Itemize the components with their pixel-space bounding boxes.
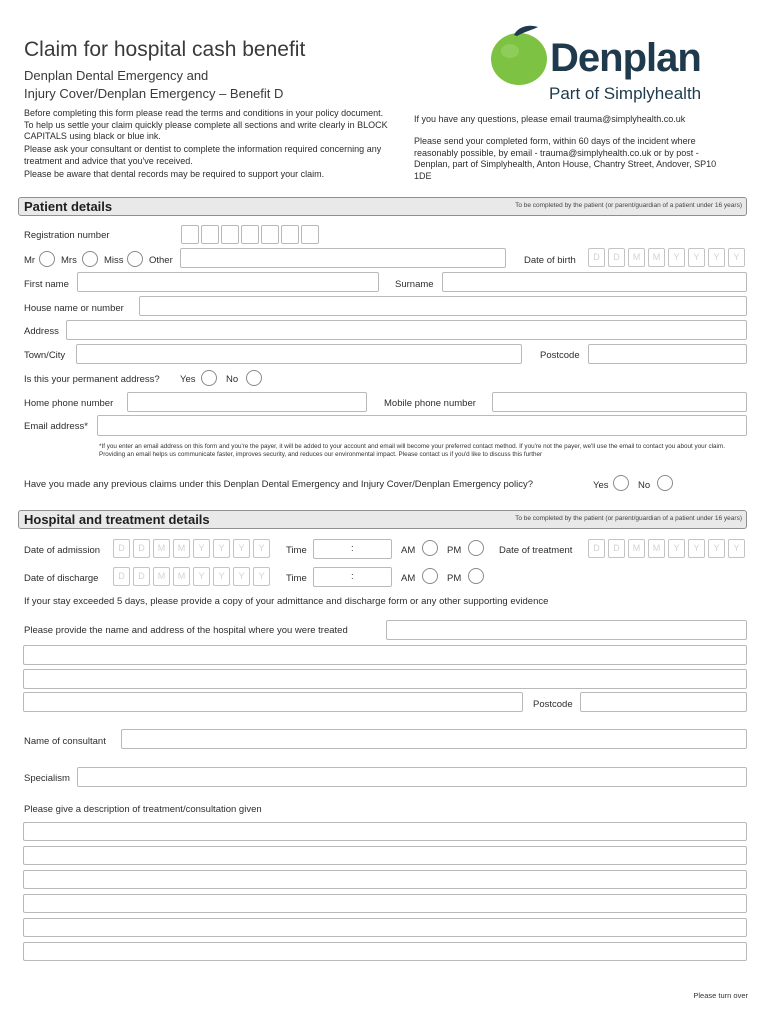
hospital-name-input[interactable]: [386, 620, 747, 640]
admission-date-cell[interactable]: Y: [213, 539, 230, 558]
dob-cell[interactable]: M: [648, 248, 665, 267]
treatment-date-cell[interactable]: D: [588, 539, 605, 558]
stay-note: If your stay exceeded 5 days, please provide a copy of your admittance and discharge form or any other supporting evidence: [24, 596, 549, 607]
permanent-no-radio[interactable]: [246, 370, 262, 386]
treatment-date-cell[interactable]: Y: [728, 539, 745, 558]
dob-label: Date of birth: [524, 255, 576, 266]
previous-no-radio[interactable]: [657, 475, 673, 491]
description-line-3[interactable]: [23, 870, 747, 889]
admission-am-label: AM: [401, 545, 416, 556]
patient-section-note: To be completed by the patient (or parent/guardian of a patient under 16 years): [515, 202, 742, 209]
turn-over-note: Please turn over: [693, 991, 748, 1000]
treatment-date-cell[interactable]: Y: [688, 539, 705, 558]
hospital-address-line-3[interactable]: [23, 692, 523, 712]
hospital-section-note: To be completed by the patient (or parent/guardian of a patient under 16 years): [515, 515, 742, 522]
address-label: Address: [24, 326, 59, 337]
email-note: *If you enter an email address on this form and you're the payer, it will be added to your account and email will become your preferred contact method. If you're not the payer, we'll use the email to contact you about your claim. Providing an email helps us communicate faster, improves security, and reduces our environmental impact. Please contact us if you'd like to discuss this further: [99, 443, 725, 459]
registration-digit[interactable]: [281, 225, 299, 244]
previous-yes-radio[interactable]: [613, 475, 629, 491]
admission-pm-radio[interactable]: [468, 540, 484, 556]
town-input[interactable]: [76, 344, 522, 364]
admission-date-cell[interactable]: M: [173, 539, 190, 558]
discharge-am-radio[interactable]: [422, 568, 438, 584]
admission-pm-label: PM: [447, 545, 462, 556]
contact-questions: If you have any questions, please email trauma@simplyhealth.co.uk: [414, 114, 686, 124]
registration-label: Registration number: [24, 230, 110, 241]
patient-section-header: [18, 197, 747, 216]
patient-section-title: Patient details: [24, 199, 113, 214]
intro-instructions: Before completing this form please read the terms and conditions in your policy document. To help us settle your claim quickly please complete all sections and write clearly in BLOCK CAPITALS using black or blue ink.: [24, 108, 388, 141]
description-line-4[interactable]: [23, 894, 747, 913]
admission-date-cell[interactable]: D: [113, 539, 130, 558]
description-line-6[interactable]: [23, 942, 747, 961]
logo-tagline: Part of Simplyhealth: [549, 84, 702, 103]
time-separator: :: [351, 571, 354, 582]
treatment-date-cell[interactable]: Y: [708, 539, 725, 558]
discharge-label: Date of discharge: [24, 573, 99, 584]
hospital-address-line-2[interactable]: [23, 669, 747, 689]
title-mrs-label: Mrs: [61, 255, 77, 266]
registration-digit[interactable]: [301, 225, 319, 244]
hospital-section-title: Hospital and treatment details: [24, 512, 210, 527]
address-input[interactable]: [66, 320, 747, 340]
title-other-input[interactable]: [180, 248, 506, 268]
intro-consultant: Please ask your consultant or dentist to complete the information required concerning any treatment and advice that you've received.: [24, 144, 382, 166]
permanent-address-question: Is this your permanent address?: [24, 374, 160, 385]
dob-cell[interactable]: Y: [728, 248, 745, 267]
discharge-time-input[interactable]: [313, 567, 392, 587]
title-miss-label: Miss: [104, 255, 124, 266]
admission-date-cell[interactable]: Y: [233, 539, 250, 558]
denplan-logo-icon: [490, 24, 550, 86]
admission-label: Date of admission: [24, 545, 101, 556]
consultant-label: Name of consultant: [24, 736, 106, 747]
discharge-date-cell[interactable]: D: [113, 567, 130, 586]
email-input[interactable]: [97, 415, 747, 436]
town-label: Town/City: [24, 350, 66, 361]
specialism-label: Specialism: [24, 773, 70, 784]
admission-time-input[interactable]: [313, 539, 392, 559]
postcode-label: Postcode: [540, 350, 580, 361]
dob-cell[interactable]: Y: [668, 248, 685, 267]
discharge-am-label: AM: [401, 573, 416, 584]
discharge-date-cell[interactable]: D: [133, 567, 150, 586]
discharge-date-cell[interactable]: M: [153, 567, 170, 586]
dob-cell[interactable]: Y: [708, 248, 725, 267]
time-separator: :: [351, 543, 354, 554]
logo-brand: Denplan: [550, 36, 701, 80]
description-line-1[interactable]: [23, 822, 747, 841]
dob-cell[interactable]: D: [588, 248, 605, 267]
house-label: House name or number: [24, 303, 124, 314]
subtitle-line-1: Denplan Dental Emergency and: [24, 68, 209, 83]
registration-digit[interactable]: [261, 225, 279, 244]
home-phone-input[interactable]: [127, 392, 367, 412]
discharge-time-label: Time: [286, 573, 307, 584]
previous-yes-label: Yes: [593, 480, 609, 491]
treatment-date-cell[interactable]: M: [628, 539, 645, 558]
admission-date-cell[interactable]: Y: [253, 539, 270, 558]
dob-cell[interactable]: Y: [688, 248, 705, 267]
page-title: Claim for hospital cash benefit: [24, 38, 306, 61]
hospital-section-header: [18, 510, 747, 529]
admission-date-cell[interactable]: D: [133, 539, 150, 558]
surname-input[interactable]: [442, 272, 747, 292]
discharge-date-cell[interactable]: Y: [193, 567, 210, 586]
registration-digit[interactable]: [181, 225, 199, 244]
registration-digit[interactable]: [201, 225, 219, 244]
treatment-date-cell[interactable]: M: [648, 539, 665, 558]
admission-am-radio[interactable]: [422, 540, 438, 556]
email-label: Email address*: [24, 421, 88, 432]
description-question: Please give a description of treatment/consultation given: [24, 804, 262, 815]
discharge-pm-radio[interactable]: [468, 568, 484, 584]
first-name-input[interactable]: [77, 272, 379, 292]
dob-cell[interactable]: D: [608, 248, 625, 267]
admission-date-cell[interactable]: Y: [193, 539, 210, 558]
title-mr-radio[interactable]: [39, 251, 55, 267]
mobile-phone-label: Mobile phone number: [384, 398, 476, 409]
discharge-date-cell[interactable]: Y: [233, 567, 250, 586]
discharge-date-cell[interactable]: Y: [213, 567, 230, 586]
hospital-postcode-input[interactable]: [580, 692, 747, 712]
mobile-phone-input[interactable]: [492, 392, 747, 412]
description-line-5[interactable]: [23, 918, 747, 937]
hospital-question: Please provide the name and address of the hospital where you were treated: [24, 625, 348, 636]
title-mrs-radio[interactable]: [82, 251, 98, 267]
previous-no-label: No: [638, 480, 651, 491]
permanent-no-label: No: [226, 374, 239, 385]
hospital-address-line-1[interactable]: [23, 645, 747, 665]
registration-digit[interactable]: [241, 225, 259, 244]
subtitle-line-2: Injury Cover/Denplan Emergency – Benefit D: [24, 86, 284, 101]
admission-time-label: Time: [286, 545, 307, 556]
treatment-date-label: Date of treatment: [499, 545, 573, 556]
permanent-yes-label: Yes: [180, 374, 196, 385]
treatment-date-cell[interactable]: Y: [668, 539, 685, 558]
discharge-pm-label: PM: [447, 573, 462, 584]
hospital-postcode-label: Postcode: [533, 699, 573, 710]
title-miss-radio[interactable]: [127, 251, 143, 267]
first-name-label: First name: [24, 279, 69, 290]
dob-cell[interactable]: M: [628, 248, 645, 267]
intro-records: Please be aware that dental records may be required to support your claim.: [24, 169, 325, 179]
previous-claims-question: Have you made any previous claims under this Denplan Dental Emergency and Injury Cover/Denplan Emergency policy?: [24, 479, 534, 490]
house-input[interactable]: [139, 296, 747, 316]
registration-digit[interactable]: [221, 225, 239, 244]
consultant-input[interactable]: [121, 729, 747, 749]
surname-label: Surname: [395, 279, 434, 290]
discharge-date-cell[interactable]: M: [173, 567, 190, 586]
postcode-input[interactable]: [588, 344, 747, 364]
admission-date-cell[interactable]: M: [153, 539, 170, 558]
treatment-date-cell[interactable]: D: [608, 539, 625, 558]
specialism-input[interactable]: [77, 767, 747, 787]
description-line-2[interactable]: [23, 846, 747, 865]
discharge-date-cell[interactable]: Y: [253, 567, 270, 586]
title-other-label: Other: [149, 255, 173, 266]
contact-send: Please send your completed form, within 60 days of the incident where reasonably possible, by email - trauma@simplyhealth.co.uk or by post - Denplan, part of Simplyhealth, Anton House, Chantry Street, Andover, SP10 1DE: [414, 136, 717, 181]
permanent-yes-radio[interactable]: [201, 370, 217, 386]
title-mr-label: Mr: [24, 255, 36, 266]
home-phone-label: Home phone number: [24, 398, 114, 409]
